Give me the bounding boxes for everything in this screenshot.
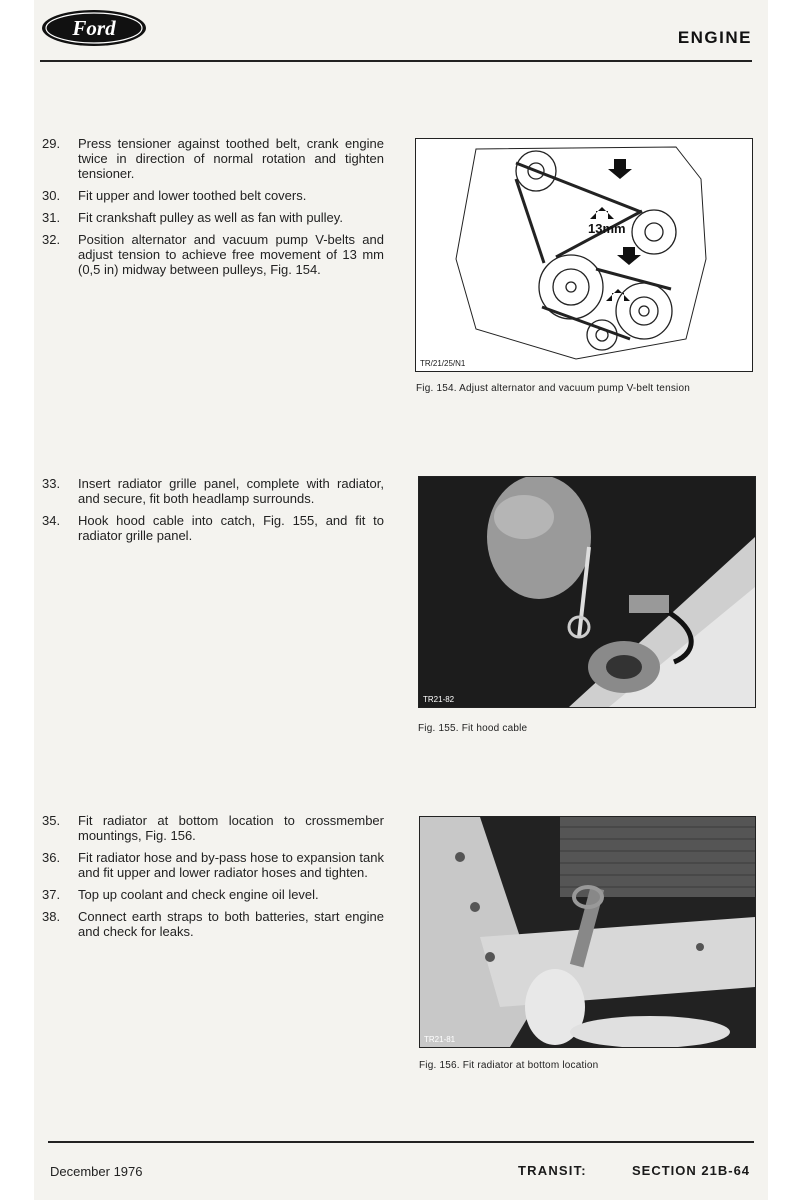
footer-model: TRANSIT: xyxy=(518,1163,587,1178)
step-text: Fit upper and lower toothed belt covers. xyxy=(78,188,307,203)
header-rule xyxy=(40,60,752,62)
ford-logo xyxy=(40,8,148,48)
step-item xyxy=(42,513,384,543)
figure-155-caption: Fig. 155. Fit hood cable xyxy=(418,723,528,734)
step-text: Press tensioner against toothed belt, crank engine twice in direction of normal rotation and tighten tensioner. xyxy=(78,136,384,181)
footer-rule xyxy=(48,1141,754,1143)
steps-list-2 xyxy=(42,476,384,550)
footer-section-number: SECTION 21B-64 xyxy=(632,1163,751,1178)
step-item xyxy=(42,188,384,203)
step-item xyxy=(42,813,384,843)
step-item xyxy=(42,887,384,902)
step-number: 31. xyxy=(42,210,61,225)
step-item xyxy=(42,909,384,939)
step-text: Insert radiator grille panel, complete with radiator, and secure, fit both headlamp surrounds. xyxy=(78,476,384,506)
step-item xyxy=(42,136,384,181)
radiator-photo xyxy=(420,817,755,1047)
figure-156 xyxy=(419,816,756,1048)
step-text: Fit crankshaft pulley as well as fan with pulley. xyxy=(78,210,343,225)
step-number: 32. xyxy=(42,232,61,247)
step-text: Fit radiator at bottom location to crossmember mountings, Fig. 156. xyxy=(78,813,384,843)
figure-code: TR21-81 xyxy=(424,1035,456,1044)
figure-156-caption: Fig. 156. Fit radiator at bottom location xyxy=(419,1060,599,1071)
figure-code: TR21-82 xyxy=(423,695,455,704)
figure-154 xyxy=(415,138,753,372)
steps-list-3 xyxy=(42,813,384,946)
ford-logo-text: Ford xyxy=(72,16,116,40)
steps-list-1 xyxy=(42,136,384,284)
step-number: 38. xyxy=(42,909,61,924)
step-number: 37. xyxy=(42,887,61,902)
step-item xyxy=(42,850,384,880)
step-text: Fit radiator hose and by-pass hose to expansion tank and fit upper and lower radiator hoses and tighten. xyxy=(78,850,384,880)
step-number: 34. xyxy=(42,513,61,528)
step-number: 33. xyxy=(42,476,61,491)
step-number: 30. xyxy=(42,188,61,203)
belt-diagram-illustration xyxy=(416,139,752,371)
step-text: Top up coolant and check engine oil level. xyxy=(78,887,319,902)
figure-155 xyxy=(418,476,756,708)
step-number: 36. xyxy=(42,850,61,865)
hood-cable-photo xyxy=(419,477,755,707)
step-number: 35. xyxy=(42,813,61,828)
footer-date: December 1976 xyxy=(50,1164,143,1179)
step-text: Position alternator and vacuum pump V-belts and adjust tension to achieve free movement of 13 mm (0,5 in) midway between pulleys, Fig. 154. xyxy=(78,232,384,277)
section-title: ENGINE xyxy=(677,28,752,47)
step-text: Hook hood cable into catch, Fig. 155, and fit to radiator grille panel. xyxy=(78,513,384,543)
belt-deflection-label: 13mm xyxy=(588,221,626,236)
step-number: 29. xyxy=(42,136,61,151)
step-item xyxy=(42,232,384,277)
step-item xyxy=(42,210,384,225)
step-text: Connect earth straps to both batteries, start engine and check for leaks. xyxy=(78,909,384,939)
figure-code: TR/21/25/N1 xyxy=(420,359,466,368)
step-item xyxy=(42,476,384,506)
figure-154-caption: Fig. 154. Adjust alternator and vacuum pump V-belt tension xyxy=(416,383,690,394)
